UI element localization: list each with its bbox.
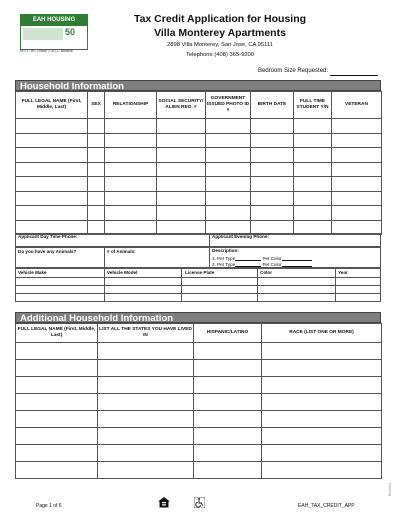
eah-logo <box>20 14 88 50</box>
vehicle-model-label: Vehicle Model <box>107 270 138 275</box>
equal-housing-icon <box>158 495 170 506</box>
additional-household-table <box>15 323 382 479</box>
table-row[interactable] <box>16 177 382 192</box>
household-info-banner: Household Information <box>15 80 381 91</box>
pet-2-color-label: Pet Color <box>262 262 282 267</box>
wheelchair-icon <box>194 495 205 506</box>
table-row[interactable] <box>16 343 382 360</box>
col-full-legal-name: FULL LEGAL NAME (First, Middle, Last) <box>16 324 98 343</box>
table-row[interactable] <box>16 119 382 134</box>
vehicle-make-label: Vehicle Make <box>18 270 47 275</box>
table-row[interactable] <box>16 377 382 394</box>
property-name: Villa Monterey Apartments <box>154 27 286 39</box>
license-plate-label: License Plate <box>185 270 215 275</box>
col-social-security: SOCIAL SECURITY/ ALIEN REG. # <box>157 92 206 119</box>
col-veteran: VETERAN <box>332 92 382 119</box>
form-code: EAH_TAX_CREDIT_APP <box>298 503 355 509</box>
animals-question: Do you have any Animals? <box>18 249 77 254</box>
pet-1-color-label: Pet Color <box>262 256 282 261</box>
property-phone: Telephone (408) 365-9200 <box>185 52 254 58</box>
day-phone-label: Applicant Day Time Phone: <box>18 234 78 239</box>
side-revision-text: Revised <box>388 483 392 496</box>
page-title: Tax Credit Application for Housing <box>133 13 307 25</box>
pet-2-line[interactable] <box>212 261 312 267</box>
table-row[interactable] <box>16 411 382 428</box>
col-relationship: RELATIONSHIP <box>105 92 157 119</box>
household-members-table <box>15 91 382 235</box>
table-row[interactable] <box>16 428 382 445</box>
vehicle-year-label: Year <box>338 270 348 275</box>
bedroom-size-field[interactable] <box>330 75 378 76</box>
pet-2-type-label: 2. Pet Type <box>212 262 236 267</box>
page-number: Page 1 of 6 <box>36 503 62 509</box>
bedroom-size-label: Bedroom Size Requested: <box>258 68 329 74</box>
col-birth-date: BIRTH DATE <box>251 92 294 119</box>
table-row[interactable] <box>16 206 382 221</box>
pet-description-label: Description: <box>212 248 239 253</box>
vehicle-color-label: Color <box>260 270 272 275</box>
col-sex: SEX <box>88 92 105 119</box>
household-header-row <box>16 92 382 119</box>
col-hispanic-latino: HISPANIC/LATINO <box>194 324 262 343</box>
logo-years: 50 <box>65 27 76 37</box>
pet-1-type-label: 1. Pet Type <box>212 256 236 261</box>
table-row[interactable] <box>16 360 382 377</box>
col-race: RACE (LIST ONE OR MORE) <box>262 324 382 343</box>
col-states-lived: LIST ALL THE STATES YOU HAVE LIVED IN <box>98 324 194 343</box>
logo-house-graphic <box>23 28 63 40</box>
additional-header-row <box>16 324 382 343</box>
table-row[interactable] <box>16 445 382 462</box>
logo-license-text: HI CL: RE-10885 | CA LL: 855806 <box>20 49 73 53</box>
evening-phone-label: Applicant Evening Phone: <box>212 234 269 239</box>
logo-title: EAH HOUSING <box>21 15 87 26</box>
number-of-animals-label: # of Animals: <box>107 249 136 254</box>
table-row[interactable] <box>16 148 382 163</box>
col-photo-id: GOVERNMENT ISSUED PHOTO ID # <box>206 92 251 119</box>
table-row[interactable] <box>16 133 382 148</box>
table-row[interactable] <box>16 394 382 411</box>
table-row[interactable] <box>16 191 382 206</box>
col-student: FULL TIME STUDENT Y/N <box>294 92 332 119</box>
additional-info-banner: Additional Household Information <box>15 312 381 323</box>
table-row[interactable] <box>16 462 382 479</box>
table-row[interactable] <box>16 162 382 177</box>
property-address: 2898 Villa Monterey, San Jose, CA 95111 <box>167 42 273 48</box>
col-full-legal-name: FULL LEGAL NAME (First, Middle, Last) <box>16 92 88 119</box>
